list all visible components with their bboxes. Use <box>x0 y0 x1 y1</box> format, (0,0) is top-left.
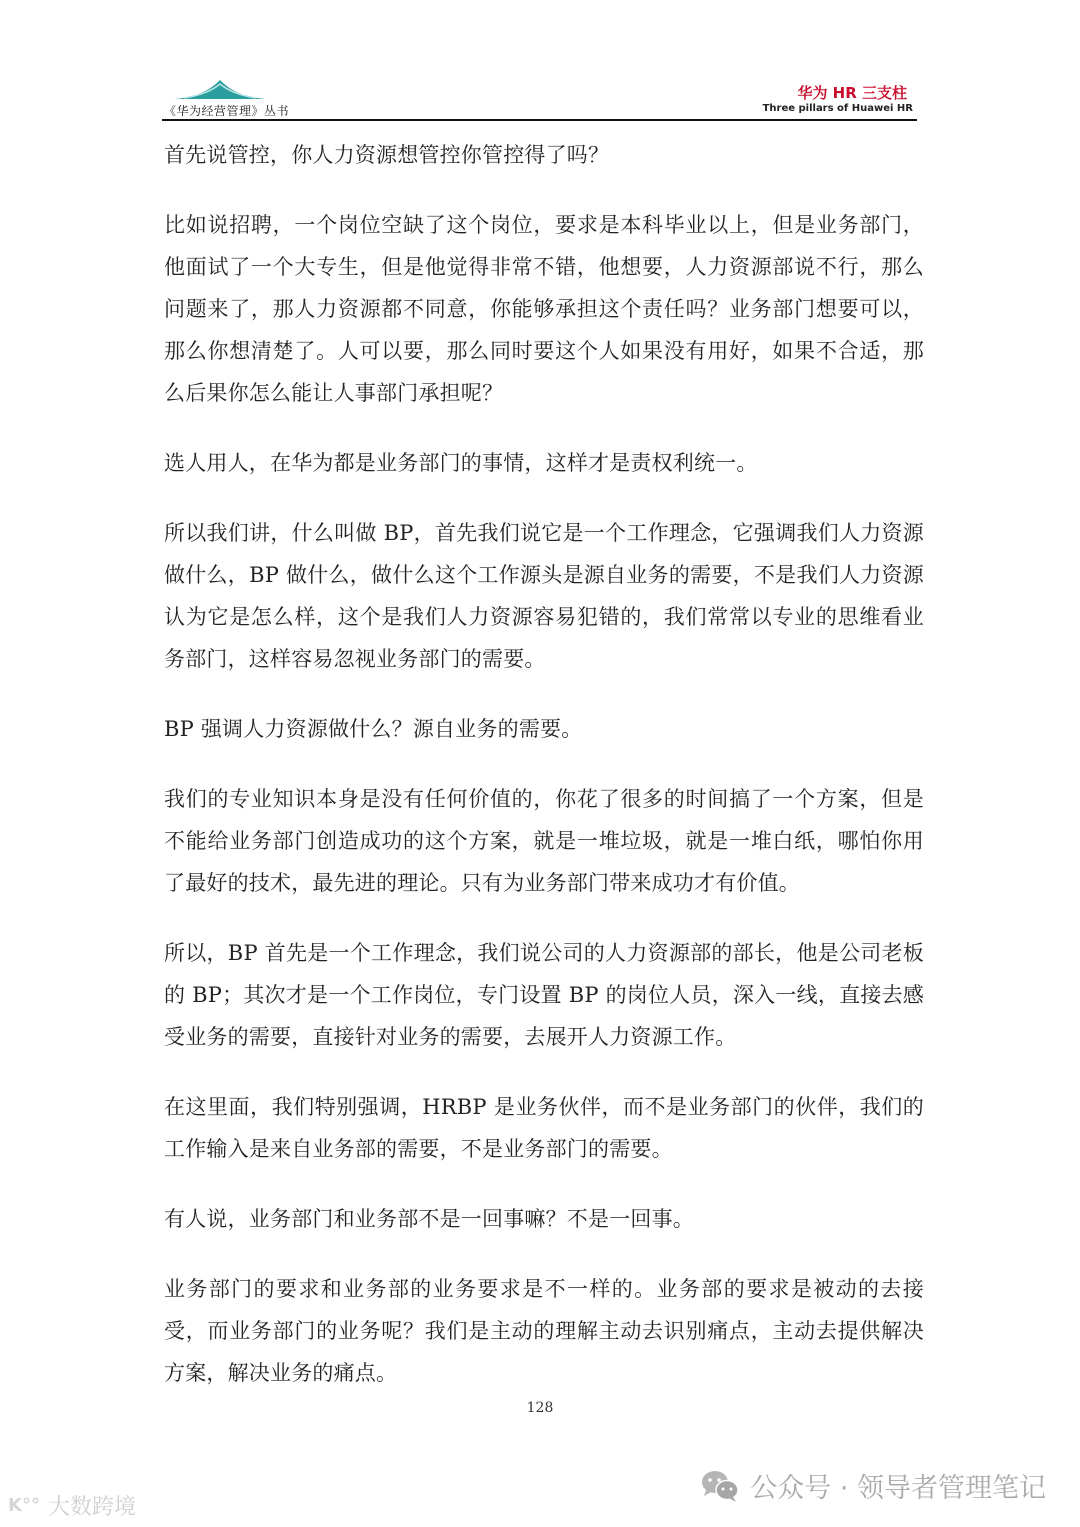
paragraph: 在这里面，我们特别强调，HRBP 是业务伙伴，而不是业务部门的伙伴，我们的工作输入是来自业务部的需要，不是业务部门的需要。 <box>164 1095 924 1161</box>
paragraph: 比如说招聘，一个岗位空缺了这个岗位，要求是本科毕业以上，但是业务部门，他面试了一个大专生，但是他觉得非常不错，他想要，人力资源部说不行，那么问题来了，那人力资源都不同意，你能够承担这个责任吗？业务部门想要可以，那么你想清楚了。人可以要，那么同时要这个人如果没有用好，如果不合适，那么后果你怎么能让人事部门承担呢？ <box>164 213 924 405</box>
watermark-left <box>8 1490 136 1521</box>
document-body <box>164 134 924 1422</box>
watermark-right-text: 公众号 · 领导者管理笔记 <box>750 1473 1046 1504</box>
page-number: 128 <box>526 1400 554 1416</box>
header-divider <box>162 119 917 121</box>
paragraph: 有人说，业务部门和业务部不是一回事嘛？不是一回事。 <box>164 1207 694 1231</box>
brand-title-cn: 华为 HR 三支柱 <box>797 84 907 102</box>
watermark-right <box>700 1466 1046 1505</box>
paragraph: 选人用人，在华为都是业务部门的事情，这样才是责权利统一。 <box>164 451 758 475</box>
paragraph: 我们的专业知识本身是没有任何价值的，你花了很多的时间搞了一个方案，但是不能给业务部门创造成功的这个方案，就是一堆垃圾，就是一堆白纸，哪怕你用了最好的技术，最先进的理论。只有为业务部门带来成功才有价值。 <box>164 787 924 895</box>
watermark-left-text: 大数跨境 <box>47 1495 136 1520</box>
brand-logo-icon: K°° <box>8 1495 40 1516</box>
paragraph: 所以我们讲，什么叫做 BP，首先我们说它是一个工作理念，它强调我们人力资源做什么，BP 做什么，做什么这个工作源头是源自业务的需要，不是我们人力资源认为它是怎么样，这个是我们人力资源容易犯错的，我们常常以专业的思维看业务部门，这样容易忽视业务部门的需要。 <box>164 521 924 671</box>
paragraph: BP 强调人力资源做什么？源自业务的需要。 <box>164 717 583 741</box>
paragraph: 首先说管控，你人力资源想管控你管控得了吗？ <box>164 143 610 167</box>
brand-title-en: Three pillars of Huawei HR <box>762 103 913 114</box>
paragraph: 业务部门的要求和业务部的业务要求是不一样的。业务部的要求是被动的去接受，而业务部门的业务呢？我们是主动的理解主动去识别痛点，主动去提供解决方案，解决业务的痛点。 <box>164 1277 924 1385</box>
page-header <box>162 70 917 120</box>
wechat-icon <box>700 1469 740 1503</box>
series-title: 《华为经营管理》丛书 <box>164 104 290 118</box>
paragraph: 所以，BP 首先是一个工作理念，我们说公司的人力资源部的部长，他是公司老板的 BP；其次才是一个工作岗位，专门设置 BP 的岗位人员，深入一线，直接去感受业务的需要，直接针对业务的需要，去展开人力资源工作。 <box>164 941 924 1049</box>
mountain-logo-icon <box>174 78 266 100</box>
